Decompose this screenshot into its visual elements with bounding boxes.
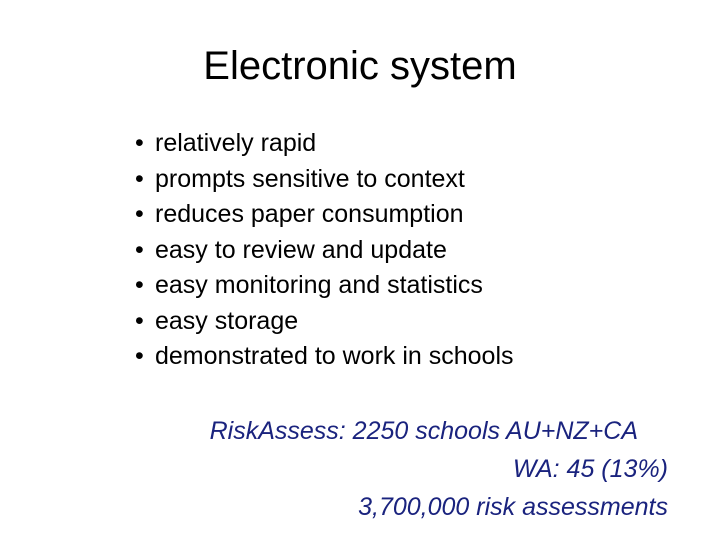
stats-wa: WA: 45 (13%) — [512, 455, 668, 483]
bullet-item — [135, 197, 514, 233]
bullet-text: easy storage — [155, 306, 299, 335]
bullet-dot: • — [135, 164, 144, 193]
bullet-item — [135, 304, 514, 340]
bullet-item — [135, 233, 514, 269]
bullet-dot: • — [135, 271, 144, 299]
bullet-list — [135, 126, 514, 375]
bullet-text: reduces paper consumption — [155, 200, 464, 228]
bullet-dot: • — [135, 306, 144, 335]
stats-schools: RiskAssess: 2250 schools AU+NZ+CA — [209, 417, 638, 445]
bullet-dot: • — [135, 129, 144, 157]
stats-assessments: 3,700,000 risk assessments — [358, 493, 668, 521]
bullet-item — [135, 268, 514, 304]
bullet-text: easy monitoring and statistics — [155, 271, 483, 299]
bullet-text: demonstrated to work in schools — [155, 342, 514, 370]
bullet-item — [135, 126, 514, 162]
bullet-text: relatively rapid — [155, 129, 317, 157]
bullet-item — [135, 162, 514, 198]
statistics-block — [210, 412, 668, 526]
bullet-dot: • — [135, 342, 144, 370]
bullet-dot: • — [135, 235, 144, 264]
bullet-dot: • — [135, 200, 144, 228]
bullet-item — [135, 339, 514, 375]
slide-title: Electronic system — [203, 44, 517, 88]
bullet-text: prompts sensitive to context — [155, 164, 465, 193]
bullet-text: easy to review and update — [155, 235, 447, 264]
